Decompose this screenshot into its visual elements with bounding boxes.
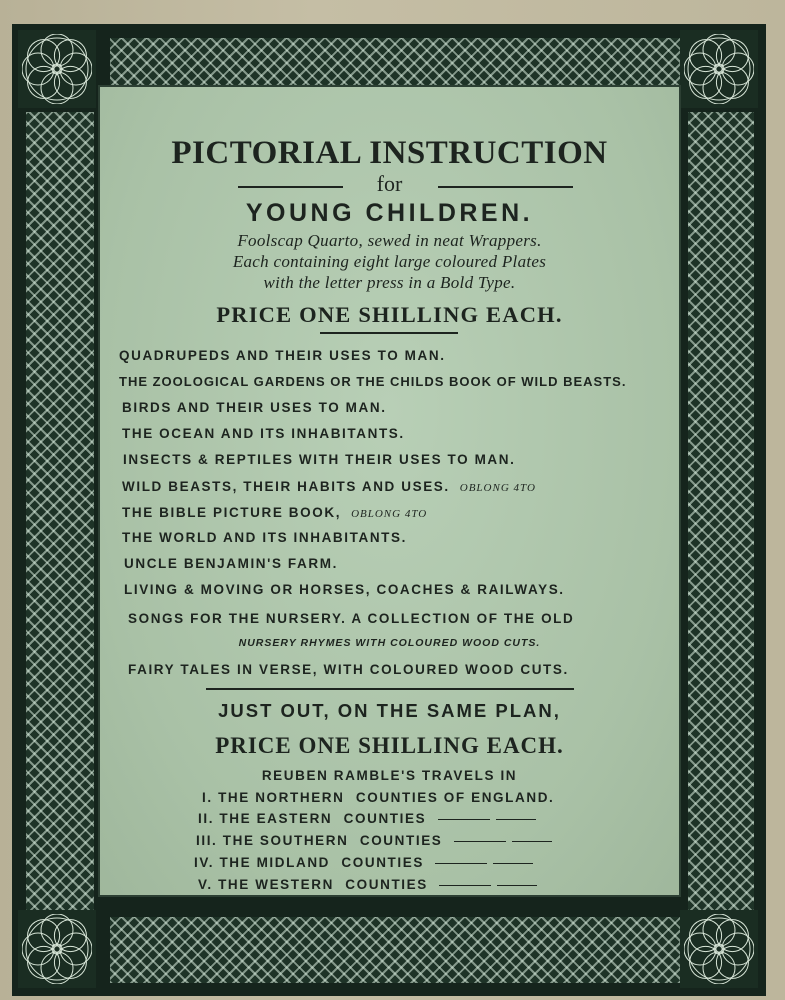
travels-counties: COUNTIES (343, 811, 427, 826)
ditto-dash (438, 819, 490, 820)
travels-item (196, 834, 552, 848)
section-heading: JUST OUT, ON THE SAME PLAN, (218, 700, 561, 721)
for-word: for (376, 171, 403, 196)
subtitle: YOUNG CHILDREN. (245, 199, 534, 227)
list-item: THE ZOOLOGICAL GARDENS OR THE CHILDS BOOK OF WILD BEASTS. (119, 374, 627, 389)
rosette-corner-icon (680, 30, 758, 108)
list-item-title: WILD BEASTS, THEIR HABITS AND USES. (122, 479, 450, 494)
travels-counties: COUNTIES (355, 790, 439, 805)
travels-item (202, 791, 554, 805)
divider (320, 332, 458, 334)
list-item: BIRDS AND THEIR USES TO MAN. (122, 400, 387, 415)
travels-area: THE NORTHERN (218, 790, 345, 805)
travels-area: THE WESTERN (218, 877, 334, 892)
rosette-corner-icon (18, 910, 96, 988)
list-item-subline: NURSERY RHYMES WITH COLOURED WOOD CUTS. (238, 637, 541, 649)
travels-area: THE MIDLAND (219, 855, 331, 870)
ditto-dash (493, 863, 533, 864)
list-item: QUADRUPEDS AND THEIR USES TO MAN. (119, 348, 446, 363)
list-item: INSECTS & REPTILES WITH THEIR USES TO MAN. (123, 452, 516, 467)
list-item: SONGS FOR THE NURSERY. A COLLECTION OF THE OLD (128, 611, 575, 626)
travels-heading: REUBEN RAMBLE'S TRAVELS IN (261, 768, 518, 783)
divider (206, 688, 574, 690)
list-item: FAIRY TALES IN VERSE, WITH COLOURED WOOD CUTS. (128, 662, 569, 677)
list-item (122, 505, 427, 521)
ditto-dash (454, 841, 506, 842)
ditto-dash (512, 841, 552, 842)
list-item (122, 479, 536, 495)
travels-counties: COUNTIES (345, 877, 428, 892)
text-panel (98, 85, 681, 897)
format-note: OBLONG 4TO (459, 482, 536, 494)
price-line: PRICE ONE SHILLING EACH. (216, 302, 563, 327)
travels-area: THE EASTERN (219, 811, 333, 826)
travels-number: V. (198, 877, 213, 892)
travels-number: II. (198, 811, 215, 826)
travels-number: III. (196, 833, 218, 848)
travels-item (194, 856, 533, 870)
description-line: Foolscap Quarto, sewed in neat Wrappers. (237, 231, 542, 250)
rosette-corner-icon (18, 30, 96, 108)
travels-tail: OF ENGLAND. (443, 790, 555, 805)
divider (438, 186, 573, 188)
format-note: OBLONG 4TO (351, 508, 428, 520)
list-item: UNCLE BENJAMIN'S FARM. (124, 556, 338, 571)
description-line: with the letter press in a Bold Type. (263, 273, 516, 292)
travels-counties: COUNTIES (341, 855, 424, 870)
travels-item (198, 878, 537, 892)
travels-counties: COUNTIES (359, 833, 443, 848)
guilloche-band-left (26, 112, 94, 912)
page-title: PICTORIAL INSTRUCTION (171, 135, 608, 171)
rosette-corner-icon (680, 910, 758, 988)
list-item-title: THE BIBLE PICTURE BOOK, (122, 505, 342, 520)
travels-area: THE SOUTHERN (222, 833, 349, 848)
description-line: Each containing eight large coloured Plates (232, 252, 547, 271)
ditto-dash (439, 885, 491, 886)
travels-item (198, 812, 536, 826)
list-item: THE OCEAN AND ITS INHABITANTS. (122, 426, 405, 441)
ditto-dash (435, 863, 487, 864)
guilloche-band-right (688, 112, 754, 912)
travels-number: I. (202, 790, 213, 805)
price-line-2: PRICE ONE SHILLING EACH. (215, 733, 564, 758)
ditto-dash (497, 885, 537, 886)
travels-number: IV. (194, 855, 215, 870)
guilloche-band-bottom (110, 917, 680, 983)
list-item: THE WORLD AND ITS INHABITANTS. (122, 530, 407, 545)
list-item: LIVING & MOVING OR HORSES, COACHES & RAILWAYS. (124, 582, 565, 597)
ditto-dash (496, 819, 536, 820)
